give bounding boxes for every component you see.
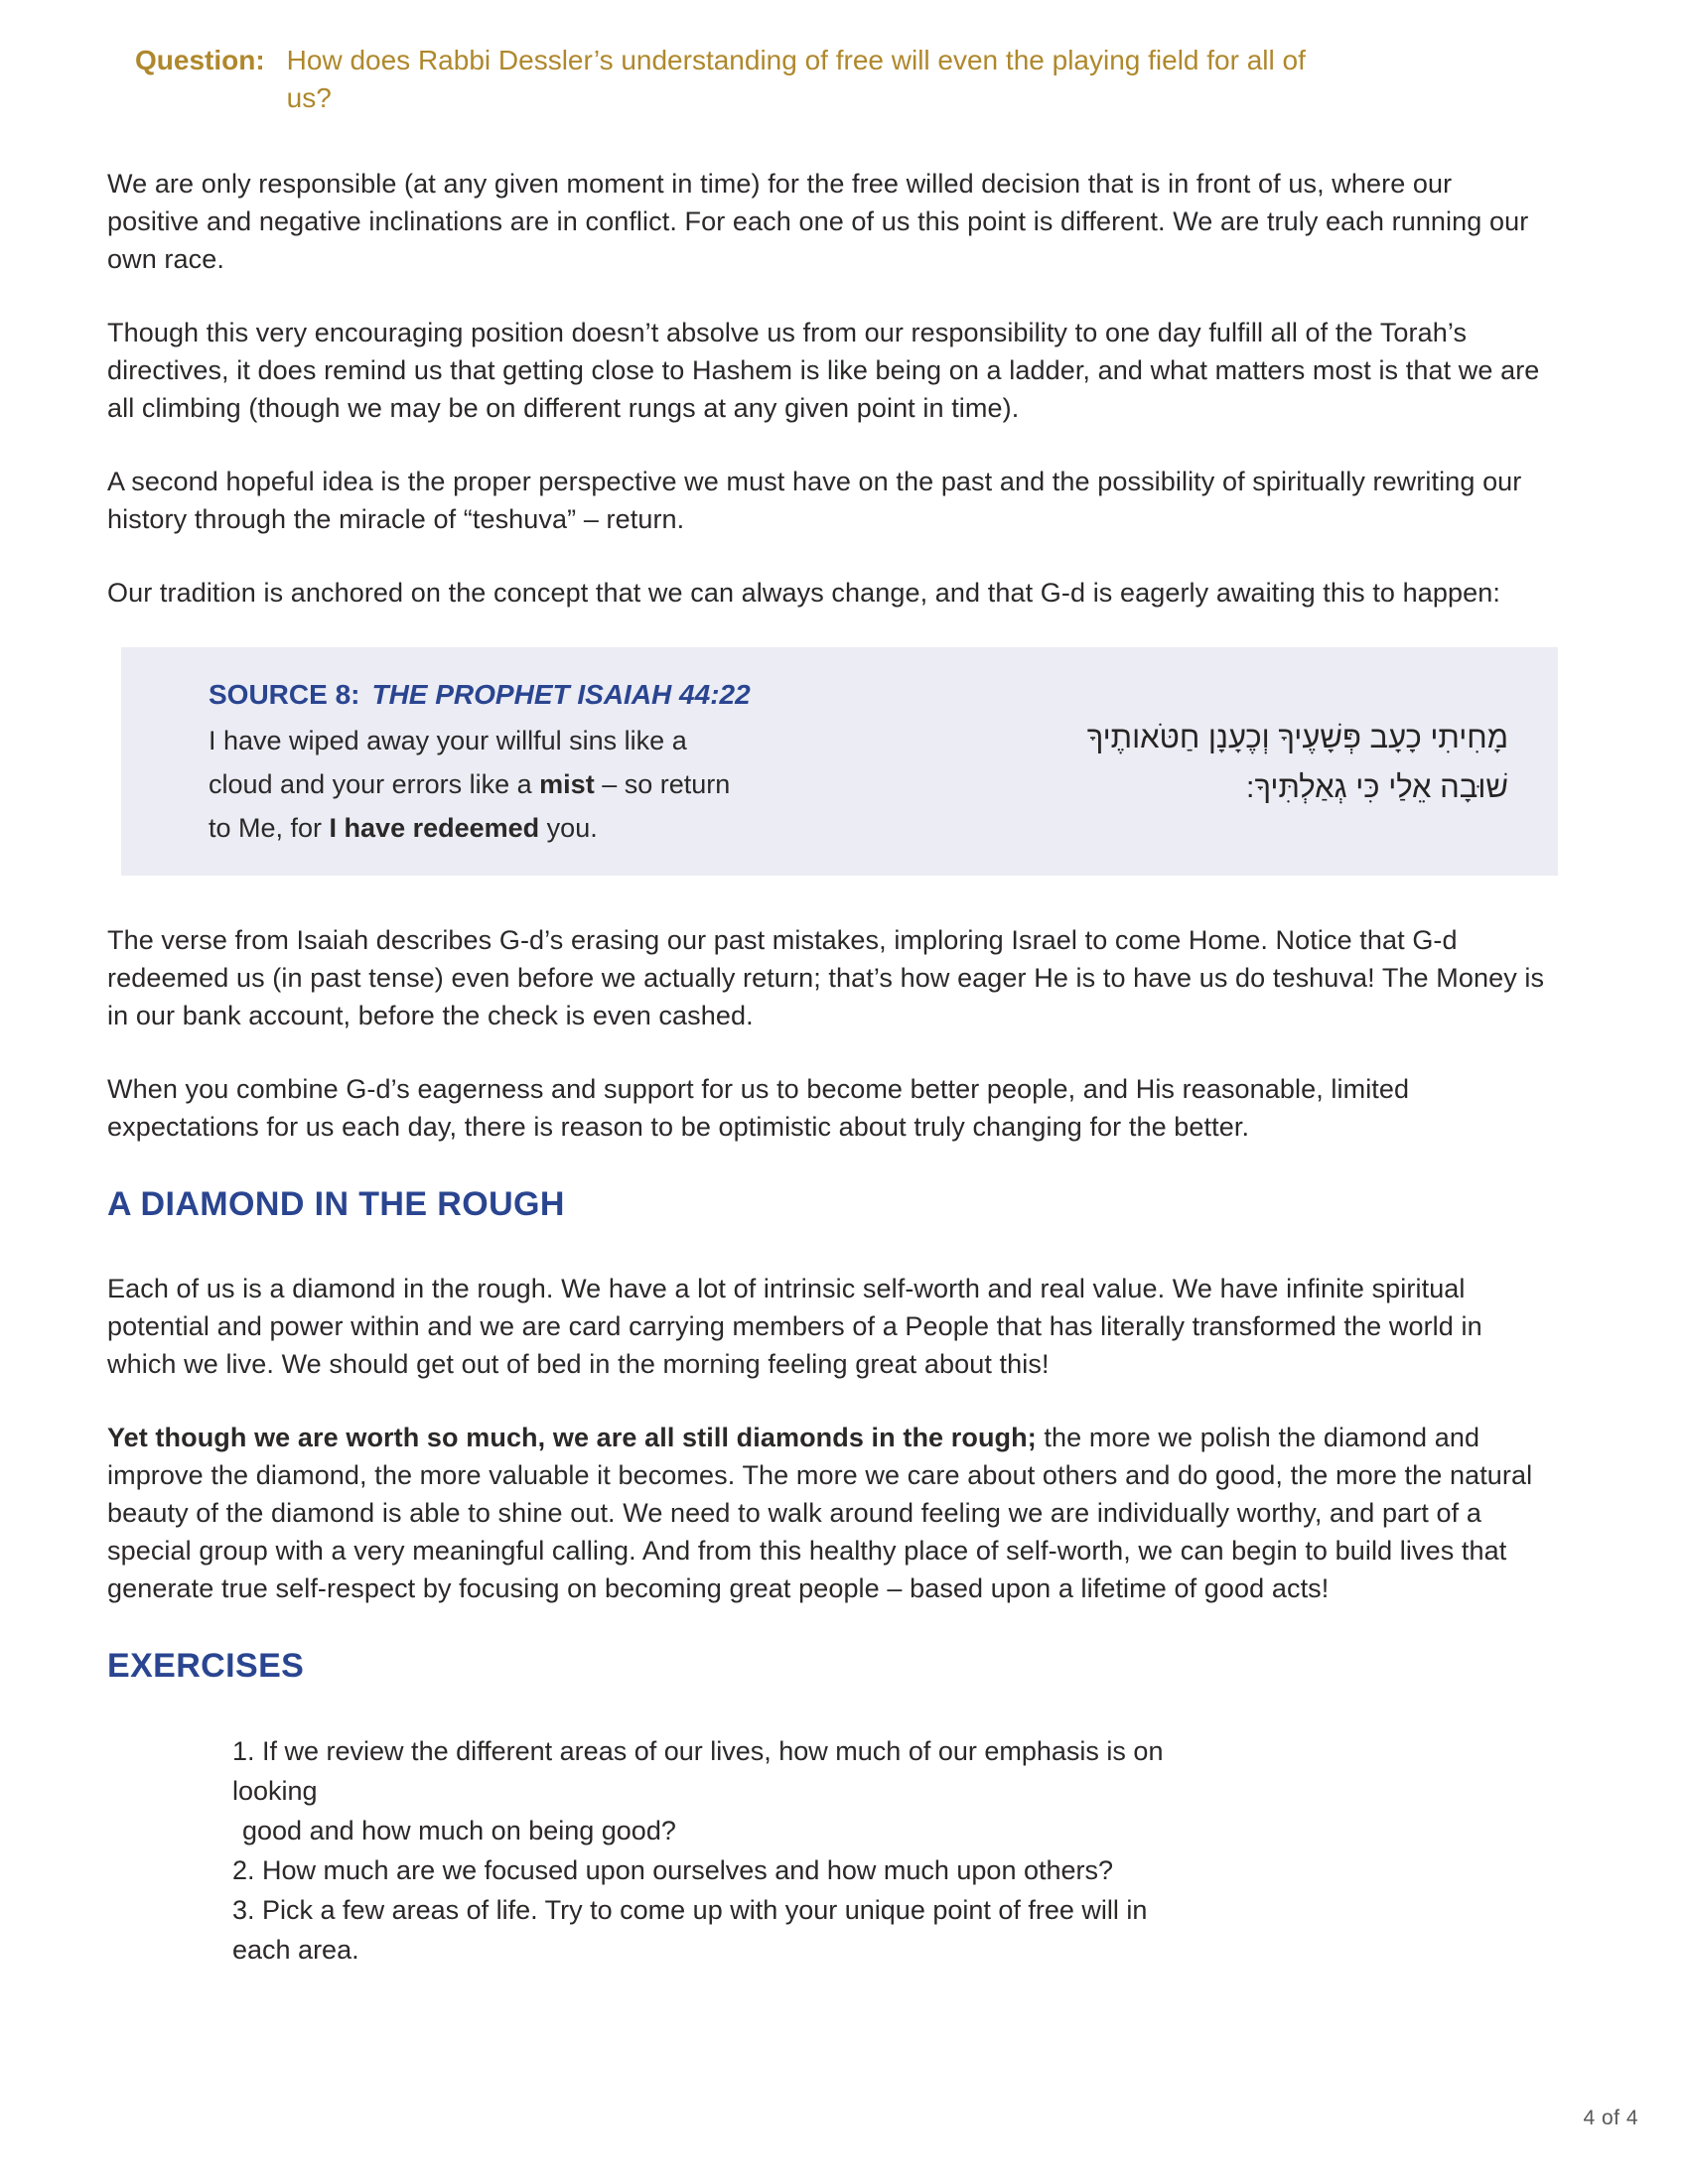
exercise-item-1-continued: good and how much on being good?: [242, 1816, 676, 1845]
paragraph-second-hopeful-idea: A second hopeful idea is the proper perspective we must have on the past and the possibility of spiritually rewriting our history through the miracle of “teshuva” – return.: [107, 467, 1522, 534]
source-english-text: [209, 719, 751, 850]
bold-i-have-redeemed: I have redeemed: [329, 813, 540, 843]
exercise-item-1: 1. If we review the different areas of our lives, how much of our emphasis is on looking good and how much on being good?: [232, 1736, 1164, 1845]
paragraph-each-of-us-diamond: Each of us is a diamond in the rough. We have a lot of intrinsic self-worth and real value. We have infinite spiritual potential and power within and we are card carrying members of a People that has literally transformed the world in which we live. We should get out of bed in the morning feeling great about this!: [107, 1274, 1482, 1379]
paragraph-worth-so-much: Yet though we are worth so much, we are all still diamonds in the rough; the more we polish the diamond and improve the diamond, the more valuable it becomes. The more we care about others and do good, the more the natural beauty of the diamond is able to shine out. We need to walk around feeling we are individually worthy, and part of a special group with a very meaningful calling. And from this healthy place of self-worth, we can begin to build lives that generate true self-respect by focusing on becoming great people – based upon a lifetime of good acts!: [107, 1423, 1533, 1603]
source-english-column: [209, 675, 751, 850]
exercises-list: [232, 1731, 1205, 1970]
bold-mist: mist: [539, 769, 595, 799]
source-english-line1: I have wiped away your willful sins like a: [209, 726, 687, 755]
exercise-item-3: 3. Pick a few areas of life. Try to come up with your unique point of free will in each area.: [232, 1895, 1148, 1965]
exercise-item-2: 2. How much are we focused upon ourselves and how much upon others?: [232, 1855, 1114, 1885]
source-english-line3: to Me, for I have redeemed you.: [209, 813, 598, 843]
bold-diamonds-lead-in: Yet though we are worth so much, we are all still diamonds in the rough;: [107, 1423, 1037, 1452]
paragraph-tradition-anchored: Our tradition is anchored on the concept that we can always change, and that G-d is eagerly awaiting this to happen:: [107, 578, 1500, 608]
source-8-box: [121, 647, 1558, 876]
paragraph-responsible: We are only responsible (at any given moment in time) for the free willed decision that is in front of us, where our positive and negative inclinations are in conflict. For each one of us this point is different. We are truly each running our own race.: [107, 169, 1529, 274]
source-heading: [209, 675, 751, 715]
page-number: 4 of 4: [1583, 2107, 1638, 2129]
heading-diamond-in-the-rough: A DIAMOND IN THE ROUGH: [107, 1185, 565, 1223]
hebrew-line2: שׁוּבָה אֵלַי כִּי גְאַלְתִּיךָ:: [1245, 769, 1508, 804]
paragraph-encouraging-position: Though this very encouraging position doesn’t absolve us from our responsibility to one day fulfill all of the Torah’s directives, it does remind us that getting close to Hashem is like being on a ladder, and what matters most is that we are all climbing (though we may be on different rungs at any given point in time).: [107, 318, 1540, 423]
source-reference: THE PROPHET ISAIAH 44:22: [371, 679, 751, 710]
question-block: [107, 42, 1549, 117]
source-english-line2: cloud and your errors like a mist – so return: [209, 769, 731, 799]
question-text-line1: How does Rabbi Dessler’s understanding of free will even the playing field for all of: [286, 45, 1306, 75]
source-label: SOURCE 8:: [209, 679, 360, 710]
hebrew-line1: מָחִיתִי כָעָב פְּשָׁעֶיךָ וְכֶעָנָן חַטֹּאותֶיךָ: [1086, 720, 1508, 754]
paragraph-when-you-combine: When you combine G-d’s eagerness and support for us to become better people, and His reasonable, limited expectations for us each day, there is reason to be optimistic about truly changing for the better.: [107, 1074, 1410, 1142]
page-content: [107, 0, 1549, 1970]
question-text: [287, 42, 1306, 117]
heading-exercises: EXERCISES: [107, 1647, 305, 1685]
paragraph-verse-from-isaiah: The verse from Isaiah describes G-d’s erasing our past mistakes, imploring Israel to come Home. Notice that G-d redeemed us (in past tense) even before we actually return; that’s how eager He is to have us do teshuva! The Money is in our bank account, before the check is even cashed.: [107, 925, 1545, 1030]
question-label: Question:: [135, 45, 265, 75]
source-hebrew-text: [1087, 675, 1508, 850]
question-text-line2: us?: [286, 82, 332, 113]
